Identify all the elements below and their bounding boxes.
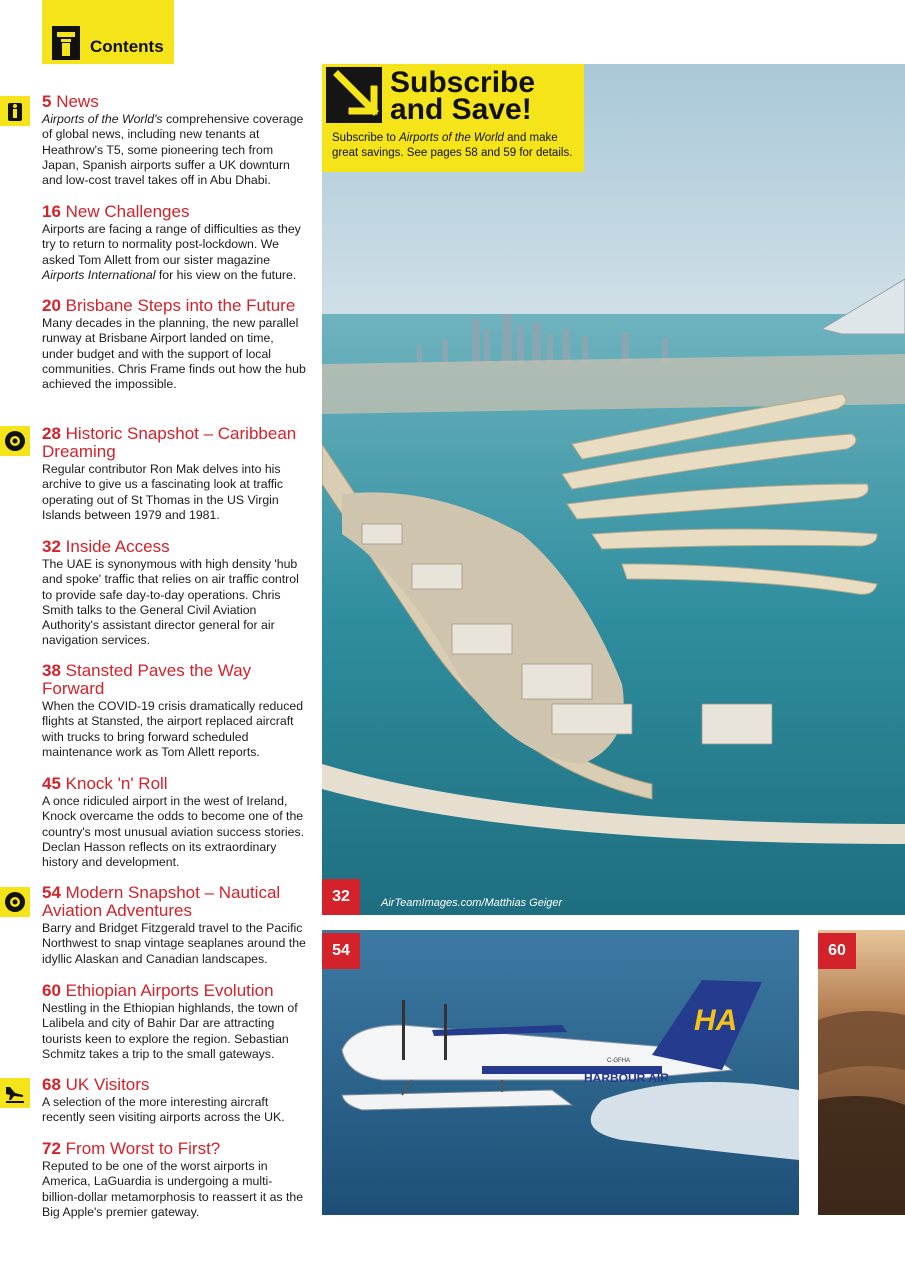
info-icon xyxy=(0,96,30,126)
entry-title: New Challenges xyxy=(65,202,190,221)
camera-aperture-icon xyxy=(0,426,30,456)
contents-entry[interactable]: 45 Knock 'n' Roll A once ridiculed airport in the west of Ireland, Knock overcame the odds to become one of the country's most unusual aviation success stories. Declan Hasson reflects on its extraordinary history and development. xyxy=(42,774,305,870)
entry-page: 32 xyxy=(42,537,61,556)
seaplane-photo[interactable] xyxy=(322,930,799,1215)
palm-island-photo[interactable] xyxy=(322,64,905,915)
contents-tab xyxy=(42,0,174,64)
entry-page: 45 xyxy=(42,774,61,793)
contents-entry[interactable]: 38 Stansted Paves the Way Forward When the COVID-19 crisis dramatically reduced flights at Stansted, the airport replaced aircraft with trucks to bring forward scheduled maintenance work as Tom Allett reports. xyxy=(42,661,304,759)
entry-page: 60 xyxy=(42,981,61,1000)
contents-entry[interactable]: 32 Inside Access The UAE is synonymous with high density 'hub and spoke' traffic that relies on air traffic control to provide safe day-to-day operations. Chris Smith talks to the General Civil Aviation Authority's assistant director general for air navigation services. xyxy=(42,537,299,648)
contents-entry[interactable]: 72 From Worst to First? Reputed to be one of the worst airports in America, LaGuardia is undergoing a multi-billion-dollar metamorphosis to reassert it as the Big Apple's premier gateway. xyxy=(42,1139,304,1219)
contents-label: Contents xyxy=(90,37,164,56)
page-badge-60: 60 xyxy=(818,933,856,969)
contents-entry[interactable]: 68 UK Visitors A selection of the more interesting aircraft recently seen visiting airports across the UK. xyxy=(42,1075,285,1125)
aircraft-registration: C-GFHA xyxy=(607,1058,630,1064)
entry-title: Modern Snapshot – Nautical Aviation Adventures xyxy=(42,883,281,920)
entry-page: 28 xyxy=(42,424,61,443)
entry-page: 16 xyxy=(42,202,61,221)
camera-aperture-icon xyxy=(0,887,30,917)
entry-page: 20 xyxy=(42,296,61,315)
entry-title: Knock 'n' Roll xyxy=(65,774,168,793)
contents-entry[interactable]: 28 Historic Snapshot – Caribbean Dreaming Regular contributor Ron Mak delves into his archive to give us a fascinating look at traffic operating out of St Thomas in the US Virgin Islands between 1979 and 1981. xyxy=(42,424,297,522)
entry-page: 54 xyxy=(42,883,61,902)
entry-title: Brisbane Steps into the Future xyxy=(65,296,296,315)
harbour-air-livery: HARBOUR AIR xyxy=(584,1071,669,1085)
subscribe-headline: Subscribe and Save! xyxy=(390,66,536,126)
entry-title: News xyxy=(56,92,99,111)
entry-title: Stansted Paves the Way Forward xyxy=(42,661,252,698)
arrow-down-right-icon xyxy=(326,67,382,123)
ethiopia-photo[interactable] xyxy=(818,930,905,1215)
control-tower-icon xyxy=(52,26,80,60)
entry-title: UK Visitors xyxy=(65,1075,150,1094)
contents-entry[interactable]: 60 Ethiopian Airports Evolution Nestling in the Ethiopian highlands, the town of Lalibela and city of Bahir Dar are attracting tourists keen to explore the region. Sebastian Schmitz takes a trip to the small gateways. xyxy=(42,981,298,1061)
page-badge-32: 32 xyxy=(322,879,360,915)
contents-entry[interactable]: 20 Brisbane Steps into the Future Many decades in the planning, the new parallel runway at Brisbane Airport landed on time, under budget and with the support of local communities. Chris Frame finds out how the hub achieved the impossible. xyxy=(42,296,306,392)
entry-title: Ethiopian Airports Evolution xyxy=(65,981,274,1000)
entry-page: 72 xyxy=(42,1139,61,1158)
entry-page: 5 xyxy=(42,92,52,111)
entry-title: Inside Access xyxy=(65,537,170,556)
contents-entry[interactable]: 54 Modern Snapshot – Nautical Aviation Adventures Barry and Bridget Fitzgerald travel to the Pacific Northwest to snap vintage seaplanes around the idyllic Alaskan and Canadian landscapes. xyxy=(42,883,306,966)
page-badge-54: 54 xyxy=(322,933,360,969)
subscribe-promo[interactable] xyxy=(322,64,584,172)
entry-title: From Worst to First? xyxy=(65,1139,221,1158)
tail-logo: HA xyxy=(694,1004,738,1037)
entry-title: Historic Snapshot – Caribbean Dreaming xyxy=(42,424,297,461)
photo-credit: AirTeamImages.com/Matthias Geiger xyxy=(381,897,563,909)
arrival-plane-icon xyxy=(0,1078,30,1108)
contents-entry[interactable]: 5 News Airports of the World's comprehensive coverage of global news, including new tenants at Heathrow's T5, some pioneering tech from Japan, Spanish airports suffer a UK downturn and low-cost travel takes off in Abu Dhabi. xyxy=(42,92,304,188)
entry-page: 38 xyxy=(42,661,61,680)
contents-entry[interactable]: 16 New Challenges Airports are facing a range of difficulties as they try to return to normality post-lockdown. We asked Tom Allett from our sister magazine Airports International for his view on the future. xyxy=(42,202,301,282)
entry-page: 68 xyxy=(42,1075,61,1094)
subscribe-body: Subscribe to Airports of the World and make great savings. See pages 58 and 59 for details. xyxy=(332,132,573,159)
